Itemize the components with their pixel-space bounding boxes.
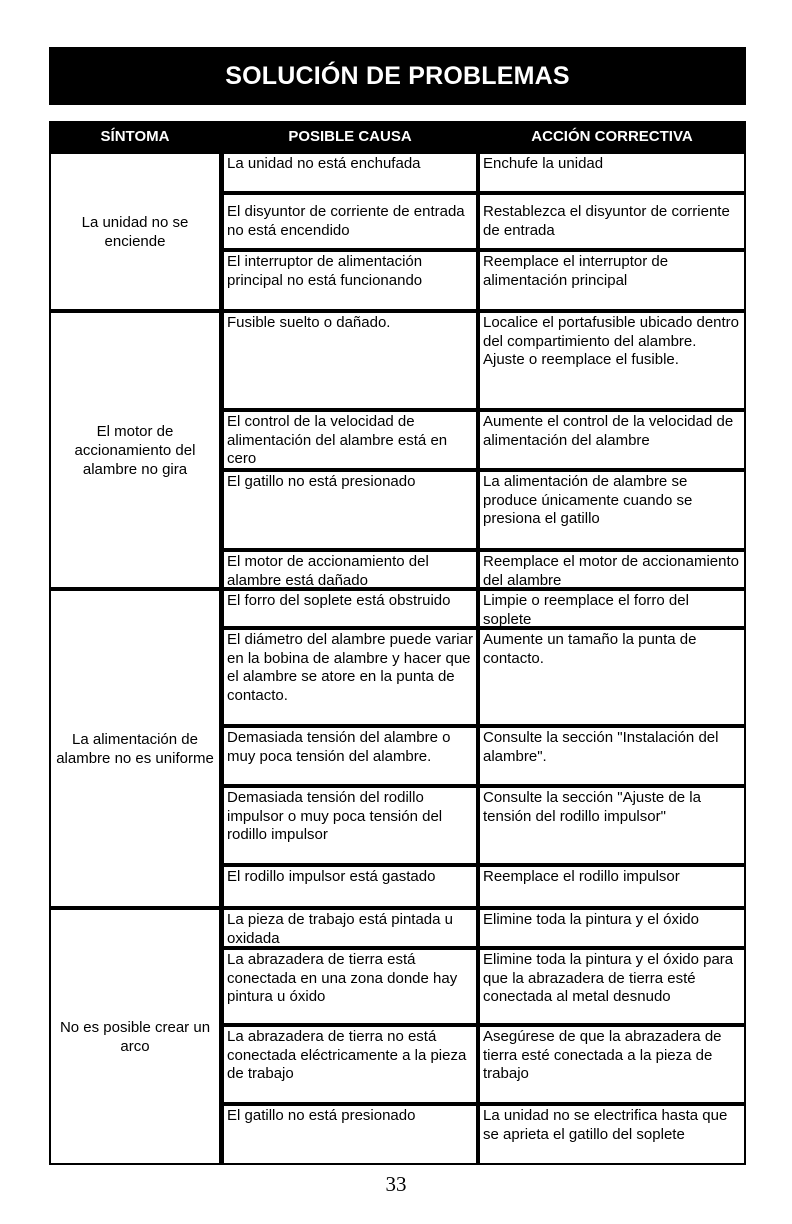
- cause-cell: La abrazadera de tierra está conectada en una zona donde hay pintura u óxido: [224, 950, 476, 1023]
- cause-cell: La pieza de trabajo está pintada u oxidada: [224, 910, 476, 946]
- cause-cell: El forro del soplete está obstruido: [224, 591, 476, 626]
- action-cell: Elimine toda la pintura y el óxido: [480, 910, 744, 946]
- cause-cell: El interruptor de alimentación principal no está funcionando: [224, 252, 476, 309]
- table-header: [51, 123, 744, 150]
- action-cell: Elimine toda la pintura y el óxido para que la abrazadera de tierra esté conectada al metal desnudo: [480, 950, 744, 1023]
- action-cell: Consulte la sección "Instalación del alambre".: [480, 728, 744, 784]
- action-cell: Asegúrese de que la abrazadera de tierra esté conectada a la pieza de trabajo: [480, 1027, 744, 1102]
- cause-cell: Fusible suelto o dañado.: [224, 313, 476, 408]
- cause-cell: El control de la velocidad de alimentación del alambre está en cero: [224, 412, 476, 468]
- action-cell: Restablezca el disyuntor de corriente de entrada: [480, 195, 744, 248]
- page-title: SOLUCIÓN DE PROBLEMAS: [49, 47, 746, 105]
- action-cell: La alimentación de alambre se produce únicamente cuando se presiona el gatillo: [480, 472, 744, 548]
- cause-cell: Demasiada tensión del rodillo impulsor o muy poca tensión del rodillo impulsor: [224, 788, 476, 863]
- page-number: 33: [385, 1172, 407, 1196]
- action-cell: Reemplace el rodillo impulsor: [480, 867, 744, 906]
- cause-cell: El diámetro del alambre puede variar en la bobina de alambre y hacer que el alambre se atore en la punta de contacto.: [224, 630, 476, 724]
- action-cell: Aumente el control de la velocidad de alimentación del alambre: [480, 412, 744, 468]
- action-cell: Limpie o reemplace el forro del soplete: [480, 591, 744, 626]
- cause-cell: La abrazadera de tierra no está conectada eléctricamente a la pieza de trabajo: [224, 1027, 476, 1102]
- action-cell: Enchufe la unidad: [480, 154, 744, 191]
- cause-cell: El gatillo no está presionado: [224, 472, 476, 548]
- header-action: ACCIÓN CORRECTIVA: [531, 128, 693, 145]
- action-cell: Reemplace el motor de accionamiento del alambre: [480, 552, 744, 587]
- action-cell: La unidad no se electrifica hasta que se aprieta el gatillo del soplete: [480, 1106, 744, 1163]
- action-cell: Reemplace el interruptor de alimentación principal: [480, 252, 744, 309]
- symptom-cell: El motor de accionamiento del alambre no gira: [51, 313, 219, 587]
- cause-cell: Demasiada tensión del alambre o muy poca tensión del alambre.: [224, 728, 476, 784]
- troubleshooting-table: [49, 121, 746, 1165]
- symptom-cell: La unidad no se enciende: [51, 154, 219, 309]
- action-cell: Localice el portafusible ubicado dentro del compartimiento del alambre. Ajuste o reemplace el fusible.: [480, 313, 744, 408]
- action-cell: Consulte la sección "Ajuste de la tensión del rodillo impulsor": [480, 788, 744, 863]
- cause-cell: El disyuntor de corriente de entrada no está encendido: [224, 195, 476, 248]
- cause-cell: El gatillo no está presionado: [224, 1106, 476, 1163]
- action-cell: Aumente un tamaño la punta de contacto.: [480, 630, 744, 724]
- symptom-cell: No es posible crear un arco: [51, 910, 219, 1163]
- cause-cell: El motor de accionamiento del alambre está dañado: [224, 552, 476, 587]
- symptom-cell: La alimentación de alambre no es uniforme: [51, 591, 219, 906]
- header-symptom: SÍNTOMA: [100, 128, 170, 145]
- cause-cell: La unidad no está enchufada: [224, 154, 476, 191]
- header-cause: POSIBLE CAUSA: [288, 128, 412, 145]
- cause-cell: El rodillo impulsor está gastado: [224, 867, 476, 906]
